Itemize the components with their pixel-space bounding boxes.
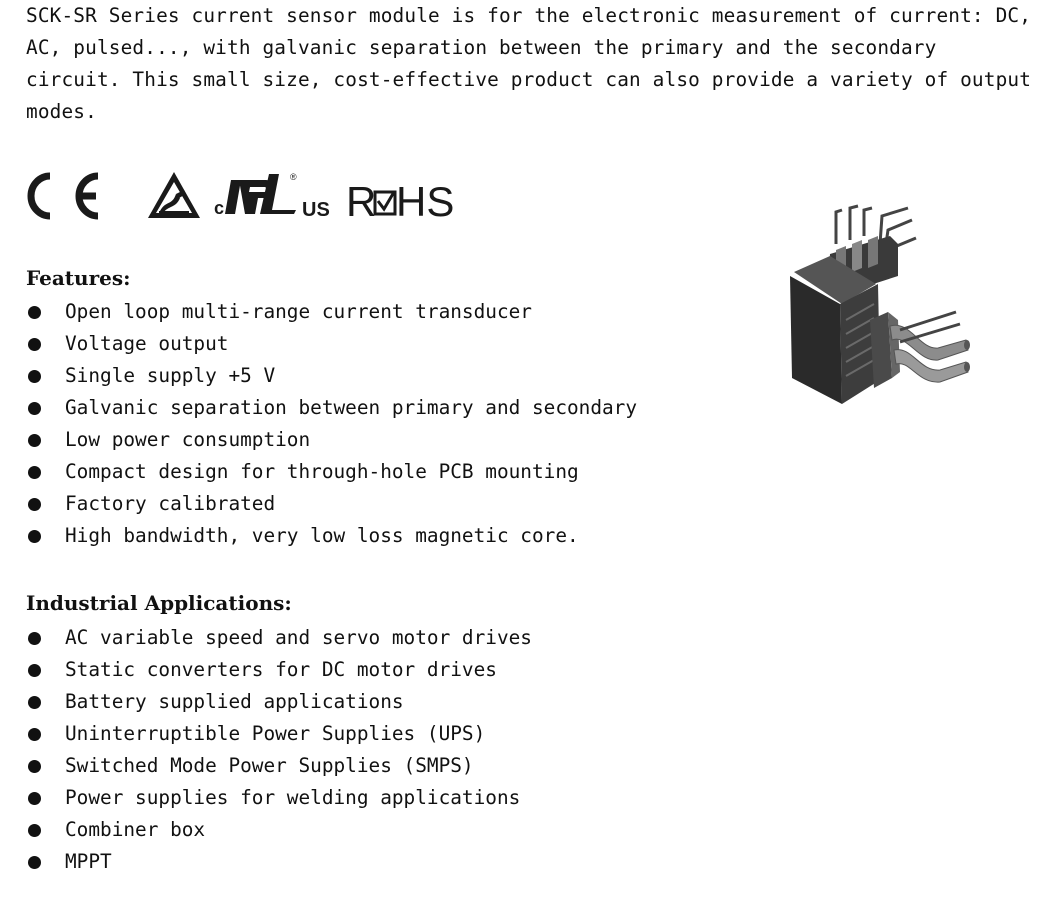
bullet-icon	[28, 498, 41, 511]
feature-text: Low power consumption	[65, 428, 311, 451]
ul-registered-mark: ®	[290, 172, 297, 182]
ul-us-label: US	[302, 199, 330, 221]
list-item	[26, 622, 532, 654]
feature-text: High bandwidth, very low loss magnetic core.	[65, 524, 579, 547]
application-text: Combiner box	[65, 818, 206, 841]
list-item	[26, 456, 637, 488]
list-item	[26, 328, 637, 360]
list-item	[26, 814, 532, 846]
application-text: Switched Mode Power Supplies (SMPS)	[65, 754, 474, 777]
feature-text: Galvanic separation between primary and secondary	[65, 396, 638, 419]
bullet-icon	[28, 696, 41, 709]
application-text: AC variable speed and servo motor drives	[65, 626, 532, 649]
list-item	[26, 488, 637, 520]
feature-text: Compact design for through-hole PCB mounting	[65, 460, 579, 483]
bullet-icon	[28, 402, 41, 415]
bullet-icon	[28, 370, 41, 383]
list-item	[26, 718, 532, 750]
list-item	[26, 296, 637, 328]
list-item	[26, 654, 532, 686]
ul-c-label: c	[214, 198, 225, 218]
list-item	[26, 846, 532, 878]
bullet-icon	[28, 824, 41, 837]
feature-text: Single supply +5 V	[65, 364, 276, 387]
feature-text: Factory calibrated	[65, 492, 276, 515]
bullet-icon	[28, 306, 41, 319]
bullet-icon	[28, 530, 41, 543]
bullet-icon	[28, 792, 41, 805]
certification-logos	[26, 170, 455, 225]
rohs-r-letter: R	[346, 178, 377, 225]
features-heading: Features:	[26, 266, 131, 290]
application-text: Battery supplied applications	[65, 690, 404, 713]
feature-text: Open loop multi-range current transducer	[65, 300, 532, 323]
list-item	[26, 782, 532, 814]
applications-heading: Industrial Applications:	[26, 591, 292, 615]
applications-list	[26, 622, 532, 878]
esd-warning-icon	[148, 172, 200, 218]
application-text: MPPT	[65, 850, 112, 873]
bullet-icon	[28, 434, 41, 447]
application-text: Uninterruptible Power Supplies (UPS)	[65, 722, 486, 745]
intro-paragraph: SCK-SR Series current sensor module is for the electronic measurement of current: DC, AC, pulsed..., with galvanic separation between the primary and the secondary circuit. This small size, cost-effective product can also provide a variety of output modes.	[26, 4, 1032, 123]
current-sensor-product-image	[770, 200, 980, 410]
bullet-icon	[28, 466, 41, 479]
bullet-icon	[28, 338, 41, 351]
list-item	[26, 360, 637, 392]
list-item	[26, 392, 637, 424]
bullet-icon	[28, 664, 41, 677]
application-text: Static converters for DC motor drives	[65, 658, 497, 681]
application-text: Power supplies for welding applications	[65, 786, 521, 809]
bullet-icon	[28, 632, 41, 645]
bullet-icon	[28, 856, 41, 869]
bullet-icon	[28, 728, 41, 741]
rohs-icon	[346, 178, 454, 225]
list-item	[26, 520, 637, 552]
features-list	[26, 296, 637, 552]
list-item	[26, 750, 532, 782]
ce-mark-icon	[31, 176, 98, 216]
feature-text: Voltage output	[65, 332, 229, 355]
rohs-hs-letters: HS	[396, 178, 455, 225]
list-item	[26, 686, 532, 718]
bullet-icon	[28, 760, 41, 773]
list-item	[26, 424, 637, 456]
ul-listed-icon	[214, 172, 330, 221]
